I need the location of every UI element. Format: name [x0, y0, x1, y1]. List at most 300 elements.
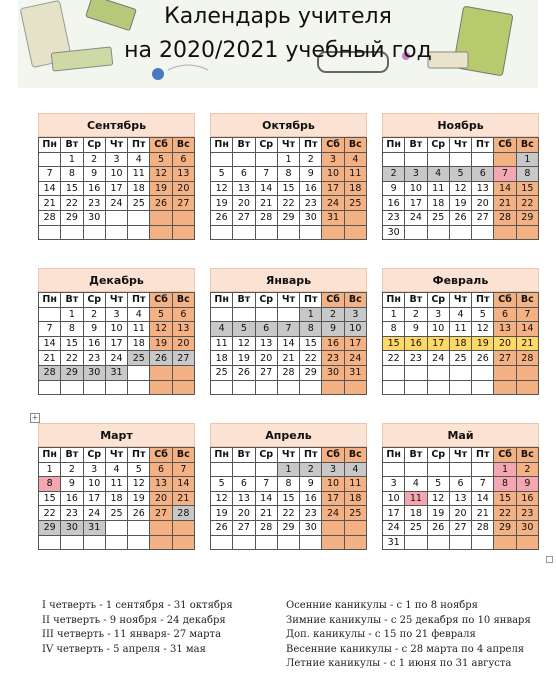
weekday-header: Чт — [105, 448, 127, 463]
day-cell: 23 — [300, 196, 322, 211]
day-cell: 8 — [383, 322, 405, 337]
day-cell: 22 — [300, 351, 322, 366]
day-cell: 13 — [494, 322, 516, 337]
title-line-1: Календарь учителя — [164, 4, 392, 29]
day-cell: 5 — [233, 322, 255, 337]
day-cell: 4 — [344, 462, 366, 477]
month-may — [382, 423, 539, 550]
day-cell: 28 — [39, 365, 61, 380]
day-cell: 30 — [83, 365, 105, 380]
weekday-header: Пн — [211, 448, 233, 463]
day-cell — [105, 210, 127, 225]
day-cell — [322, 380, 344, 395]
weekday-header: Ср — [83, 448, 105, 463]
day-cell: 30 — [83, 210, 105, 225]
day-cell: 18 — [344, 181, 366, 196]
day-cell: 31 — [105, 365, 127, 380]
day-cell: 20 — [233, 196, 255, 211]
month-name: Март — [38, 423, 195, 447]
day-cell: 28 — [172, 506, 194, 521]
day-cell: 11 — [405, 491, 427, 506]
day-cell — [405, 462, 427, 477]
day-cell: 2 — [300, 152, 322, 167]
day-cell: 18 — [449, 336, 471, 351]
day-cell: 12 — [211, 491, 233, 506]
weekday-header: Вс — [516, 138, 538, 153]
weekday-header: Чт — [449, 448, 471, 463]
day-cell: 20 — [449, 506, 471, 521]
day-cell: 30 — [300, 520, 322, 535]
day-cell — [427, 535, 449, 550]
day-cell: 5 — [150, 152, 172, 167]
day-cell: 22 — [383, 351, 405, 366]
day-cell — [211, 307, 233, 322]
day-cell — [300, 225, 322, 240]
day-cell: 4 — [427, 167, 449, 182]
week-row — [383, 167, 539, 182]
day-cell: 21 — [255, 196, 277, 211]
day-cell: 17 — [405, 196, 427, 211]
day-cell: 15 — [494, 491, 516, 506]
day-cell — [39, 307, 61, 322]
week-row — [39, 210, 195, 225]
day-cell: 13 — [172, 167, 194, 182]
weekday-header: Вт — [405, 293, 427, 308]
day-cell: 24 — [83, 506, 105, 521]
day-cell: 1 — [39, 462, 61, 477]
legend-extra-break: Доп. каникулы - с 15 по 21 февраля — [286, 629, 476, 640]
day-cell: 7 — [516, 307, 538, 322]
day-cell: 6 — [150, 462, 172, 477]
weekday-header: Вс — [516, 448, 538, 463]
weekday-header: Сб — [494, 138, 516, 153]
day-cell: 6 — [494, 307, 516, 322]
weekday-header-row — [39, 293, 195, 308]
day-cell: 2 — [383, 167, 405, 182]
day-cell: 5 — [150, 307, 172, 322]
day-cell: 30 — [300, 210, 322, 225]
day-cell: 13 — [233, 491, 255, 506]
weekday-header: Пн — [383, 138, 405, 153]
weekday-header: Чт — [449, 293, 471, 308]
day-cell — [494, 152, 516, 167]
day-cell: 12 — [449, 181, 471, 196]
day-cell: 1 — [277, 462, 299, 477]
week-row — [211, 380, 367, 395]
quarters-legend — [42, 599, 233, 657]
day-cell: 17 — [427, 336, 449, 351]
month-november — [382, 113, 539, 240]
day-cell: 13 — [233, 181, 255, 196]
weekday-header: Вт — [61, 448, 83, 463]
day-cell: 3 — [105, 152, 127, 167]
day-cell: 11 — [128, 322, 150, 337]
day-cell: 19 — [427, 506, 449, 521]
week-row — [39, 506, 195, 521]
day-cell — [255, 152, 277, 167]
month-name: Февраль — [382, 268, 539, 292]
day-cell: 26 — [150, 351, 172, 366]
week-row — [211, 181, 367, 196]
month-grid — [382, 292, 539, 395]
weekday-header: Вс — [344, 293, 366, 308]
month-grid — [382, 447, 539, 550]
weekday-header: Чт — [105, 293, 127, 308]
weekday-header: Пт — [128, 448, 150, 463]
day-cell — [344, 210, 366, 225]
weekday-header: Ср — [255, 293, 277, 308]
day-cell: 4 — [105, 462, 127, 477]
day-cell: 18 — [105, 491, 127, 506]
month-name: Октябрь — [210, 113, 367, 137]
day-cell: 11 — [344, 167, 366, 182]
legend-autumn-break: Осенние каникулы - с 1 по 8 ноября — [286, 600, 478, 611]
weekday-header: Сб — [150, 138, 172, 153]
weekday-header: Вс — [344, 448, 366, 463]
day-cell: 14 — [172, 477, 194, 492]
day-cell — [494, 365, 516, 380]
week-row — [211, 535, 367, 550]
day-cell: 28 — [277, 365, 299, 380]
day-cell — [128, 520, 150, 535]
day-cell: 19 — [211, 506, 233, 521]
month-february — [382, 268, 539, 395]
day-cell: 10 — [405, 181, 427, 196]
day-cell: 8 — [516, 167, 538, 182]
week-row — [39, 491, 195, 506]
day-cell — [383, 380, 405, 395]
week-row — [383, 322, 539, 337]
week-row — [383, 462, 539, 477]
day-cell — [233, 152, 255, 167]
day-cell: 13 — [449, 491, 471, 506]
day-cell: 5 — [211, 477, 233, 492]
day-cell — [61, 225, 83, 240]
day-cell — [128, 535, 150, 550]
week-row — [383, 196, 539, 211]
weekday-header: Пн — [39, 293, 61, 308]
day-cell — [128, 225, 150, 240]
day-cell: 9 — [83, 167, 105, 182]
day-cell: 26 — [233, 365, 255, 380]
day-cell: 29 — [516, 210, 538, 225]
day-cell: 31 — [322, 210, 344, 225]
day-cell: 13 — [472, 181, 494, 196]
day-cell — [172, 365, 194, 380]
week-row — [39, 152, 195, 167]
day-cell: 6 — [255, 322, 277, 337]
month-october — [210, 113, 367, 240]
week-row — [383, 535, 539, 550]
day-cell: 15 — [300, 336, 322, 351]
week-row — [211, 196, 367, 211]
day-cell: 9 — [383, 181, 405, 196]
weekday-header: Ср — [427, 448, 449, 463]
week-row — [39, 336, 195, 351]
week-row — [211, 462, 367, 477]
day-cell: 30 — [383, 225, 405, 240]
day-cell: 7 — [255, 167, 277, 182]
day-cell: 26 — [150, 196, 172, 211]
day-cell: 10 — [344, 322, 366, 337]
day-cell: 25 — [449, 351, 471, 366]
day-cell — [233, 225, 255, 240]
week-row — [383, 506, 539, 521]
day-cell — [172, 520, 194, 535]
day-cell: 20 — [494, 336, 516, 351]
month-grid — [382, 137, 539, 240]
day-cell — [255, 462, 277, 477]
day-cell: 15 — [61, 336, 83, 351]
day-cell — [277, 535, 299, 550]
weekday-header: Пн — [39, 138, 61, 153]
day-cell: 2 — [405, 307, 427, 322]
day-cell: 25 — [427, 210, 449, 225]
day-cell: 4 — [449, 307, 471, 322]
weekday-header: Пн — [211, 293, 233, 308]
weekday-header: Пт — [300, 293, 322, 308]
day-cell — [211, 462, 233, 477]
day-cell: 17 — [105, 336, 127, 351]
day-cell: 17 — [105, 181, 127, 196]
day-cell — [344, 225, 366, 240]
day-cell: 28 — [494, 210, 516, 225]
weekday-header: Пт — [128, 293, 150, 308]
weekday-header: Пн — [39, 448, 61, 463]
day-cell: 2 — [516, 462, 538, 477]
legend-winter-break: Зимние каникулы - с 25 декабря по 10 января — [286, 614, 531, 626]
day-cell: 12 — [472, 322, 494, 337]
day-cell: 24 — [322, 196, 344, 211]
day-cell — [39, 225, 61, 240]
weekday-header: Чт — [449, 138, 471, 153]
day-cell: 27 — [172, 351, 194, 366]
day-cell: 8 — [61, 167, 83, 182]
day-cell: 23 — [83, 351, 105, 366]
day-cell: 1 — [61, 307, 83, 322]
day-cell: 1 — [300, 307, 322, 322]
weekday-header: Вс — [344, 138, 366, 153]
day-cell — [39, 152, 61, 167]
day-cell — [494, 380, 516, 395]
day-cell: 4 — [405, 477, 427, 492]
day-cell — [472, 462, 494, 477]
day-cell: 21 — [39, 351, 61, 366]
month-april — [210, 423, 367, 550]
day-cell: 9 — [322, 322, 344, 337]
day-cell: 15 — [516, 181, 538, 196]
day-cell: 23 — [83, 196, 105, 211]
day-cell: 7 — [39, 322, 61, 337]
week-row — [211, 491, 367, 506]
day-cell: 26 — [128, 506, 150, 521]
week-row — [383, 477, 539, 492]
day-cell: 13 — [255, 336, 277, 351]
day-cell: 22 — [61, 196, 83, 211]
day-cell: 8 — [39, 477, 61, 492]
day-cell: 3 — [322, 152, 344, 167]
day-cell: 12 — [150, 322, 172, 337]
day-cell — [277, 380, 299, 395]
day-cell: 25 — [105, 506, 127, 521]
day-cell: 23 — [322, 351, 344, 366]
day-cell: 15 — [61, 181, 83, 196]
weekday-header: Чт — [105, 138, 127, 153]
day-cell: 28 — [255, 210, 277, 225]
day-cell — [405, 152, 427, 167]
weekday-header: Вт — [61, 138, 83, 153]
weekday-header: Пн — [211, 138, 233, 153]
day-cell: 12 — [233, 336, 255, 351]
weekday-header: Вт — [233, 293, 255, 308]
week-row — [383, 491, 539, 506]
week-row — [211, 506, 367, 521]
day-cell — [172, 380, 194, 395]
day-cell: 3 — [427, 307, 449, 322]
month-march — [38, 423, 195, 550]
day-cell — [472, 152, 494, 167]
day-cell: 25 — [128, 196, 150, 211]
day-cell: 21 — [277, 351, 299, 366]
week-row — [211, 307, 367, 322]
day-cell: 7 — [172, 462, 194, 477]
day-cell: 17 — [83, 491, 105, 506]
month-name: Ноябрь — [382, 113, 539, 137]
day-cell: 7 — [277, 322, 299, 337]
day-cell: 18 — [405, 506, 427, 521]
day-cell — [255, 535, 277, 550]
week-row — [383, 351, 539, 366]
day-cell — [405, 380, 427, 395]
day-cell — [383, 365, 405, 380]
day-cell — [233, 380, 255, 395]
week-row — [39, 462, 195, 477]
day-cell: 2 — [83, 307, 105, 322]
page-title — [0, 0, 556, 68]
day-cell: 10 — [383, 491, 405, 506]
table-resize-handle-icon[interactable] — [546, 556, 553, 563]
title-line-2: на 2020/2021 учебный год — [124, 38, 432, 63]
day-cell: 1 — [516, 152, 538, 167]
day-cell: 22 — [61, 351, 83, 366]
day-cell: 21 — [255, 506, 277, 521]
week-row — [383, 365, 539, 380]
day-cell: 10 — [322, 167, 344, 182]
day-cell: 15 — [383, 336, 405, 351]
day-cell — [83, 225, 105, 240]
week-row — [39, 307, 195, 322]
day-cell: 17 — [344, 336, 366, 351]
day-cell: 23 — [405, 351, 427, 366]
day-cell — [449, 152, 471, 167]
day-cell: 2 — [322, 307, 344, 322]
day-cell: 11 — [128, 167, 150, 182]
day-cell — [344, 535, 366, 550]
day-cell: 20 — [172, 181, 194, 196]
day-cell: 5 — [211, 167, 233, 182]
month-name: Апрель — [210, 423, 367, 447]
weekday-header: Сб — [494, 293, 516, 308]
day-cell: 31 — [383, 535, 405, 550]
day-cell: 8 — [494, 477, 516, 492]
day-cell — [128, 380, 150, 395]
week-row — [39, 380, 195, 395]
day-cell: 3 — [105, 307, 127, 322]
day-cell: 2 — [61, 462, 83, 477]
day-cell: 13 — [150, 477, 172, 492]
day-cell: 29 — [494, 520, 516, 535]
weekday-header: Пн — [383, 448, 405, 463]
month-grid — [210, 447, 367, 550]
day-cell: 14 — [472, 491, 494, 506]
day-cell — [472, 535, 494, 550]
day-cell: 3 — [322, 462, 344, 477]
day-cell — [277, 307, 299, 322]
day-cell: 18 — [427, 196, 449, 211]
weekday-header: Пт — [472, 138, 494, 153]
day-cell: 29 — [61, 365, 83, 380]
day-cell: 9 — [405, 322, 427, 337]
weekday-header: Ср — [255, 138, 277, 153]
weekday-header-row — [211, 293, 367, 308]
day-cell: 26 — [449, 210, 471, 225]
weekday-header: Ср — [83, 293, 105, 308]
day-cell: 31 — [83, 520, 105, 535]
weekday-header: Ср — [427, 138, 449, 153]
day-cell — [255, 380, 277, 395]
week-row — [39, 196, 195, 211]
day-cell: 7 — [39, 167, 61, 182]
day-cell: 21 — [494, 196, 516, 211]
day-cell: 13 — [172, 322, 194, 337]
day-cell — [255, 225, 277, 240]
day-cell: 23 — [61, 506, 83, 521]
day-cell: 14 — [494, 181, 516, 196]
week-row — [39, 225, 195, 240]
day-cell: 8 — [277, 167, 299, 182]
day-cell: 5 — [427, 477, 449, 492]
week-row — [211, 167, 367, 182]
month-september — [38, 113, 195, 240]
table-move-handle-icon[interactable]: + — [31, 413, 39, 422]
weekday-header-row — [39, 448, 195, 463]
week-row — [383, 181, 539, 196]
day-cell: 8 — [300, 322, 322, 337]
day-cell: 23 — [383, 210, 405, 225]
weekday-header-row — [383, 293, 539, 308]
day-cell: 18 — [128, 181, 150, 196]
day-cell: 7 — [255, 477, 277, 492]
day-cell: 21 — [472, 506, 494, 521]
day-cell: 19 — [449, 196, 471, 211]
weekday-header: Ср — [255, 448, 277, 463]
day-cell — [405, 535, 427, 550]
day-cell: 17 — [322, 491, 344, 506]
day-cell — [322, 225, 344, 240]
day-cell — [211, 535, 233, 550]
day-cell: 17 — [322, 181, 344, 196]
day-cell — [105, 225, 127, 240]
day-cell: 6 — [172, 307, 194, 322]
day-cell: 15 — [39, 491, 61, 506]
day-cell: 20 — [150, 491, 172, 506]
weekday-header: Вт — [405, 448, 427, 463]
day-cell: 27 — [172, 196, 194, 211]
day-cell: 30 — [516, 520, 538, 535]
day-cell: 5 — [449, 167, 471, 182]
day-cell: 12 — [427, 491, 449, 506]
day-cell — [211, 152, 233, 167]
